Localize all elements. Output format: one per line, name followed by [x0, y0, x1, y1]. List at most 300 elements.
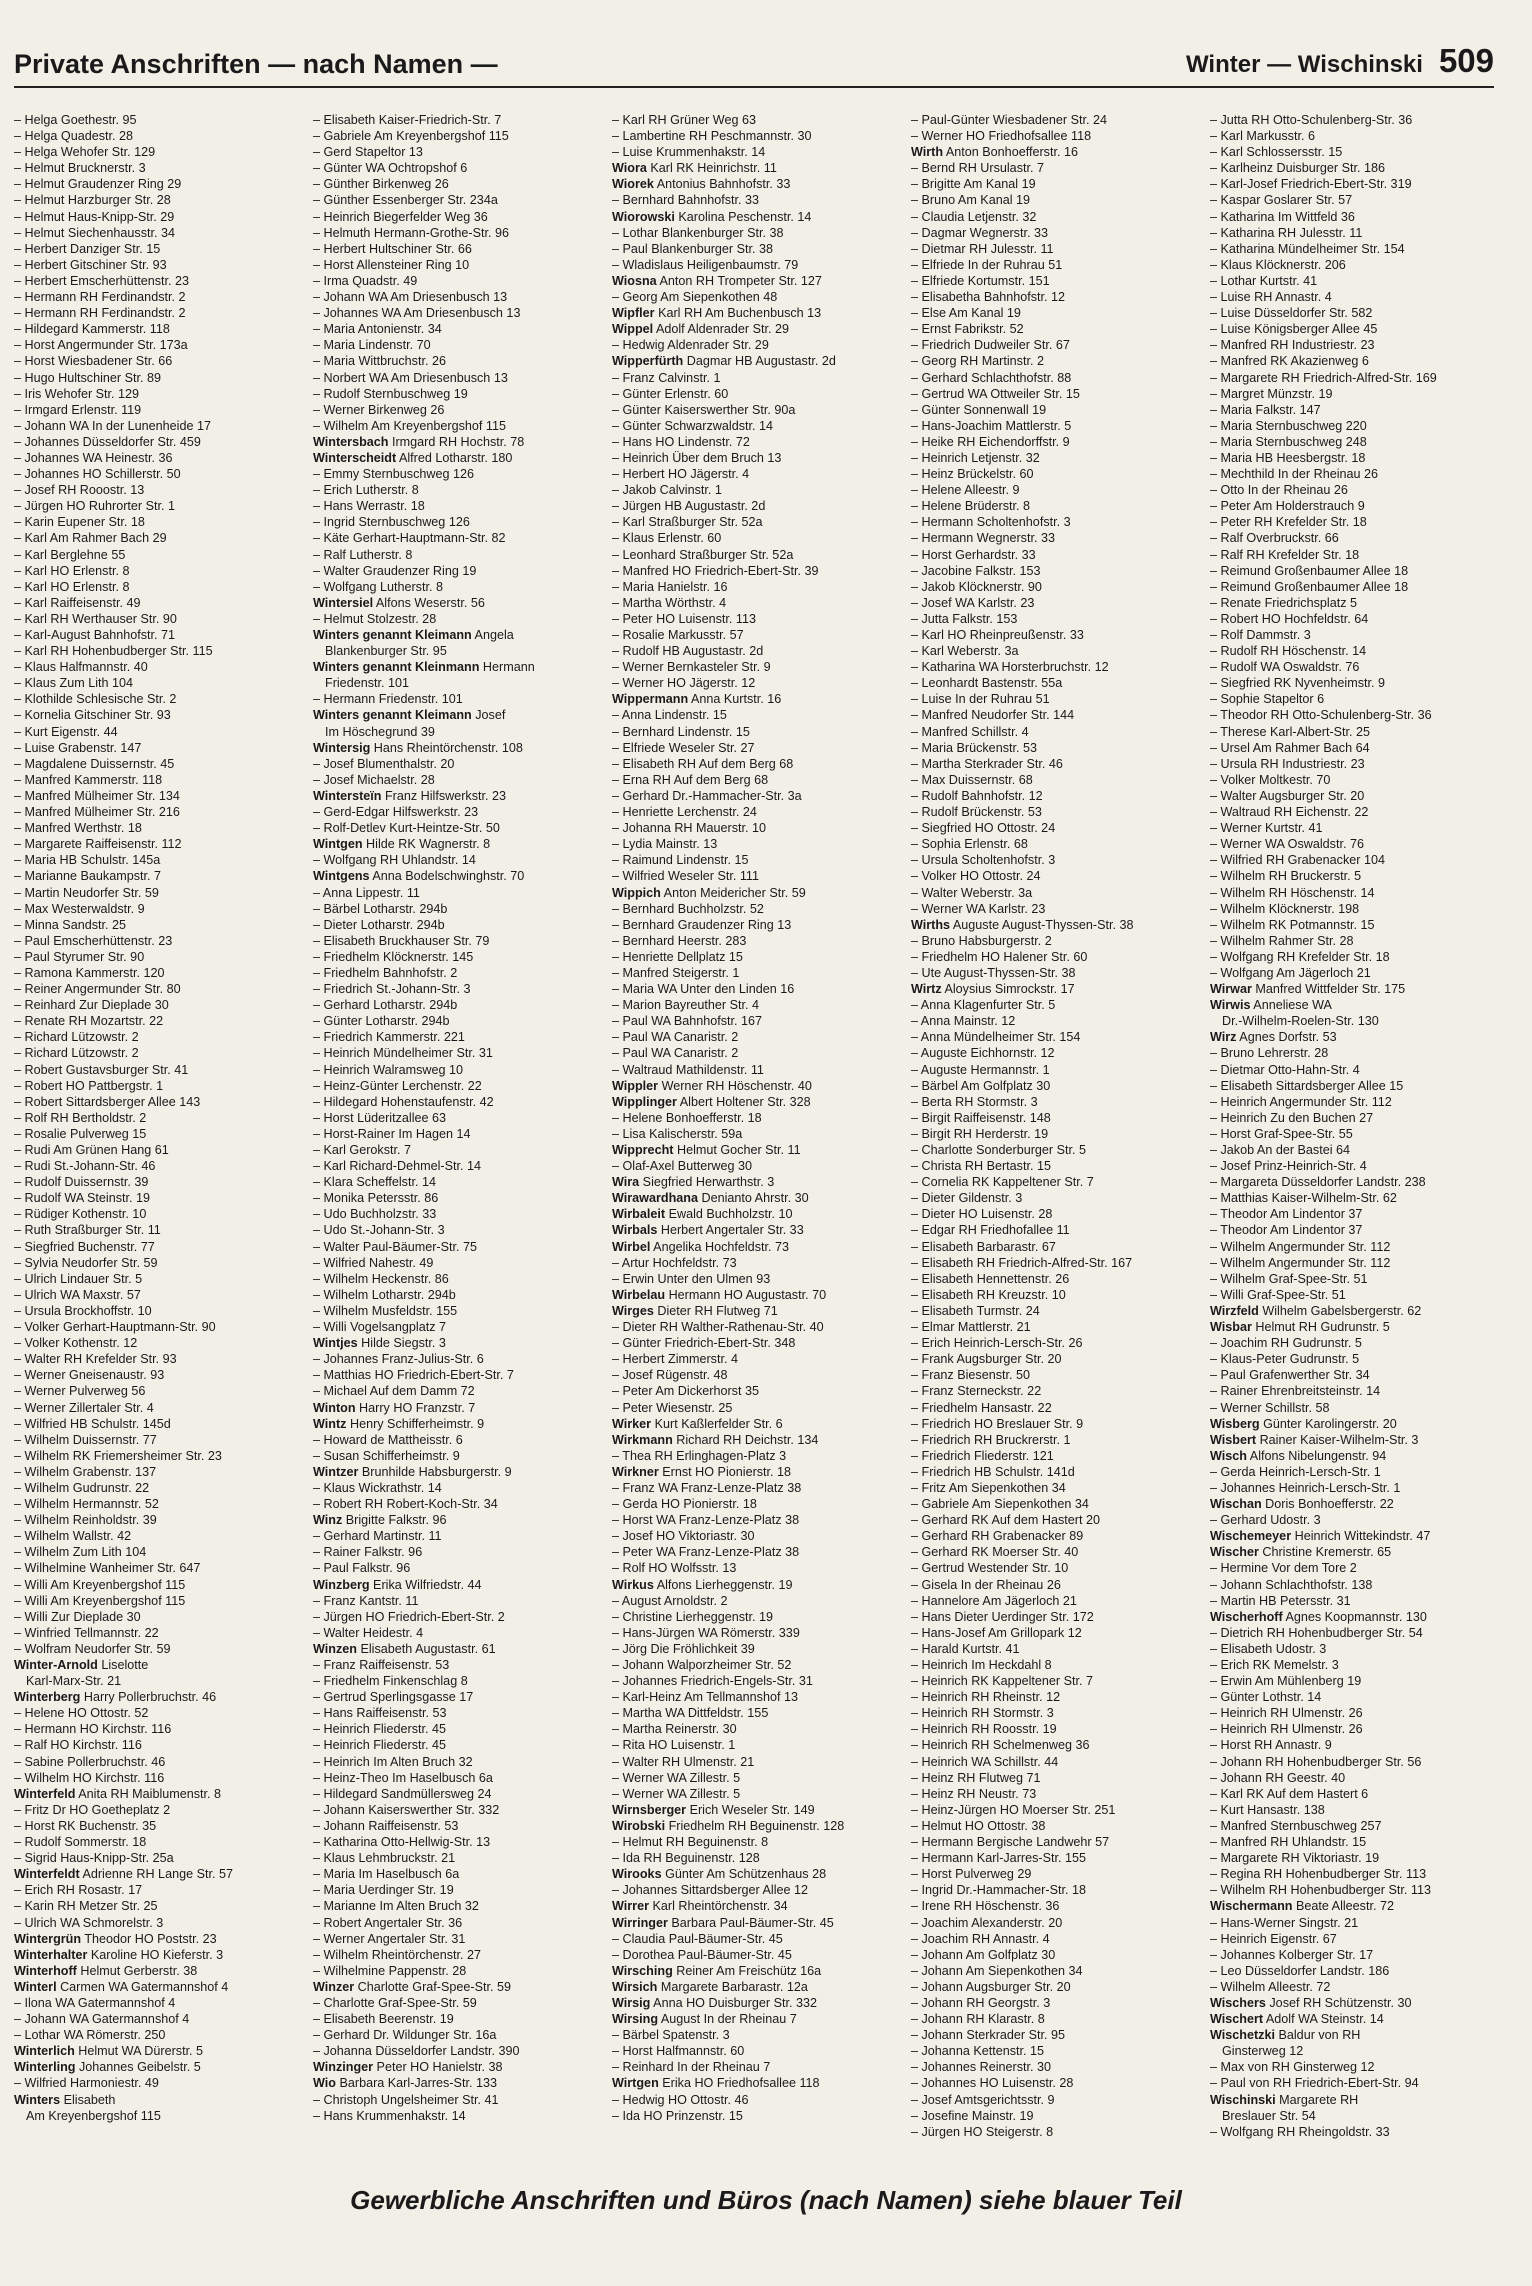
- directory-entry: – Wolfgang RH Uhlandstr. 14: [313, 853, 476, 868]
- directory-entry: Am Kreyenbergshof 115: [26, 2108, 161, 2123]
- directory-entry: – Bernhard Graudenzer Ring 13: [612, 917, 792, 932]
- directory-entry: – Manfred RH Uhlandstr. 15: [1210, 1835, 1367, 1850]
- directory-entry: – Bärbel Lotharstr. 294b: [313, 901, 448, 916]
- directory-entry: – Josef Michaelstr. 28: [313, 772, 435, 787]
- directory-entry: – Jacobine Falkstr. 153: [911, 563, 1041, 578]
- directory-entry: Wirooks Günter Am Schützenhaus 28: [612, 1867, 827, 1882]
- directory-entry: – Heinrich RH Ulmenstr. 26: [1210, 1722, 1363, 1737]
- directory-entry: – Reinhard In der Rheinau 7: [612, 2060, 771, 2075]
- directory-entry: – Matthias HO Friedrich-Ebert-Str. 7: [313, 1368, 514, 1383]
- directory-entry: – Werner Bernkasteler Str. 9: [612, 660, 771, 675]
- directory-entry: – Willi Vogelsangplatz 7: [313, 1320, 447, 1335]
- directory-entry: – Waltraud Mathildenstr. 11: [612, 1062, 764, 1077]
- surname: Winzen: [313, 1641, 357, 1656]
- directory-entry: – Rudi Am Grünen Hang 61: [14, 1143, 169, 1157]
- surname: Winterberg: [14, 1690, 81, 1705]
- directory-entry: – Elisabeth RH Auf dem Berg 68: [612, 756, 794, 771]
- directory-entry: – Wolfgang RH Krefelder Str. 18: [1210, 949, 1390, 964]
- directory-entry: – Karl Am Rahmer Bach 29: [14, 531, 167, 546]
- directory-entry: – Manfred RK Akazienweg 6: [1210, 354, 1369, 369]
- directory-entry: – Peter HO Luisenstr. 113: [612, 611, 756, 626]
- directory-entry: – Johannes Reinerstr. 30: [911, 2060, 1052, 2075]
- directory-entry: – Fritz Dr HO Goetheplatz 2: [14, 1802, 171, 1817]
- directory-entry: – Volker Gerhart-Hauptmann-Str. 90: [14, 1320, 216, 1335]
- surname: Wiorowski: [612, 209, 675, 224]
- directory-entry: Winterberg Harry Pollerbruchstr. 46: [14, 1690, 217, 1705]
- directory-entry: – Lisa Kalischerstr. 59a: [612, 1126, 743, 1141]
- directory-entry: – Iris Wehofer Str. 129: [14, 386, 140, 401]
- directory-entry: – Wilhelm Hermannstr. 52: [14, 1497, 159, 1512]
- directory-entry: – Reiner Angermunder Str. 80: [14, 982, 181, 997]
- directory-entry: – Siegfried RK Nyvenheimstr. 9: [1210, 676, 1385, 691]
- directory-entry: – Walter RH Krefelder Str. 93: [14, 1352, 177, 1367]
- directory-entry: – Hermann Friedenstr. 101: [313, 692, 463, 707]
- directory-entry: – Johannes Düsseldorfer Str. 459: [14, 434, 201, 449]
- directory-entry: – Richard Lützowstr. 2: [14, 1046, 139, 1061]
- directory-entry: Wirwar Manfred Wittfelder Str. 175: [1210, 982, 1406, 997]
- directory-entry: – Rudolf RH Höschenstr. 14: [1210, 644, 1367, 659]
- directory-entry: – Raimund Lindenstr. 15: [612, 853, 749, 868]
- directory-entry: – Maria WA Unter den Linden 16: [612, 982, 795, 997]
- directory-entry: – Erich Heinrich-Lersch-Str. 26: [911, 1336, 1083, 1351]
- directory-entry: – Rita HO Luisenstr. 1: [612, 1738, 736, 1753]
- directory-entry: – Michael Auf dem Damm 72: [313, 1384, 475, 1399]
- directory-entry: – Werner Gneisenaustr. 93: [14, 1368, 165, 1383]
- directory-entry: – Margarete RH Friedrich-Alfred-Str. 169: [1210, 370, 1437, 385]
- directory-entry: – Ulrich WA Maxstr. 57: [14, 1287, 141, 1302]
- surname: Wirsig: [612, 1995, 651, 2010]
- directory-entry: – Elfriede Kortumstr. 151: [911, 273, 1050, 288]
- directory-entry: – Wilhelm Lotharstr. 294b: [313, 1287, 456, 1302]
- directory-entry: Wintjes Hilde Siegstr. 3: [313, 1336, 446, 1351]
- directory-entry: – Elisabeth Sittardsberger Allee 15: [1210, 1078, 1404, 1093]
- directory-entry: – Sigrid Haus-Knipp-Str. 25a: [14, 1851, 174, 1866]
- directory-entry: – Horst Wiesbadener Str. 66: [14, 354, 173, 369]
- directory-entry: – Howard de Mattheisstr. 6: [313, 1432, 463, 1447]
- directory-entry: – Horst Graf-Spee-Str. 55: [1210, 1126, 1353, 1141]
- directory-entry: – Reimund Großenbaumer Allee 18: [1210, 563, 1409, 578]
- directory-entry: – Auguste Hermannstr. 1: [911, 1062, 1050, 1077]
- directory-entry: – Klaus Klöcknerstr. 206: [1210, 257, 1346, 272]
- directory-entry: – Karl Richard-Dehmel-Str. 14: [313, 1159, 481, 1174]
- directory-entry: – Norbert WA Am Driesenbusch 13: [313, 370, 508, 385]
- directory-entry: Wintersiel Alfons Weserstr. 56: [313, 595, 485, 610]
- surname: Wipplinger: [612, 1094, 677, 1109]
- directory-entry: Wirwis Anneliese WA: [1210, 998, 1332, 1013]
- directory-entry: – Peter Am Holderstrauch 9: [1210, 499, 1365, 514]
- surname: Wio: [313, 2076, 336, 2091]
- directory-entry: – Johann RH Georgstr. 3: [911, 1995, 1051, 2010]
- directory-entry: – Elisabeth RH Kreuzstr. 10: [911, 1287, 1066, 1302]
- directory-entry: – Dietrich RH Hohenbudberger Str. 54: [1210, 1625, 1423, 1640]
- directory-entry: Winterlich Helmut WA Dürerstr. 5: [14, 2044, 204, 2059]
- surname: Winters genannt Kleimann: [313, 628, 472, 642]
- directory-entry: – Rolf HO Wolfsstr. 13: [612, 1561, 737, 1576]
- directory-entry: – Wilhelm Angermunder Str. 112: [1210, 1255, 1391, 1270]
- directory-entry: – Klaus-Peter Gudrunstr. 5: [1210, 1352, 1360, 1367]
- directory-entry: – Helene HO Ottostr. 52: [14, 1706, 149, 1721]
- directory-entry: – Max Westerwaldstr. 9: [14, 901, 145, 916]
- directory-entry: – Walter Heidestr. 4: [313, 1625, 424, 1640]
- directory-entry: – Heinrich Zu den Buchen 27: [1210, 1110, 1374, 1125]
- surname: Wirker: [612, 1416, 652, 1431]
- directory-entry: – Udo St.-Johann-Str. 3: [313, 1223, 445, 1238]
- directory-entry: – Ralf HO Kirchstr. 116: [14, 1738, 142, 1753]
- directory-entry: – Herbert Gitschiner Str. 93: [14, 257, 167, 272]
- directory-entry: – Heinz RH Neustr. 73: [911, 1786, 1037, 1801]
- directory-entry: – Heinz-Jürgen HO Moerser Str. 251: [911, 1802, 1116, 1817]
- directory-entry: – Manfred Kammerstr. 118: [14, 772, 163, 787]
- directory-entry: – Heinrich Im Alten Bruch 32: [313, 1754, 473, 1769]
- directory-entry: – Luise Grabenstr. 147: [14, 740, 142, 755]
- directory-entry: – Wilhelm Grabenstr. 137: [14, 1464, 157, 1479]
- directory-entry: – Helene Alleestr. 9: [911, 483, 1020, 498]
- directory-entry: – Otto In der Rheinau 26: [1210, 483, 1348, 498]
- surname: Wipprecht: [612, 1143, 674, 1157]
- directory-entry: – Johann Schlachthofstr. 138: [1210, 1577, 1373, 1592]
- directory-entry: – Luise Düsseldorfer Str. 582: [1210, 306, 1373, 321]
- directory-entry: Wirbelau Hermann HO Augustastr. 70: [612, 1287, 827, 1302]
- directory-entry: – Franz Sterneckstr. 22: [911, 1384, 1042, 1399]
- directory-entry: – Gerda HO Pionierstr. 18: [612, 1497, 757, 1512]
- directory-entry: – Elisabeth Hennettenstr. 26: [911, 1271, 1070, 1286]
- directory-entry: – Dieter HO Luisenstr. 28: [911, 1207, 1053, 1222]
- surname: Wintersteïn: [313, 788, 382, 803]
- directory-entry: – Kurt Eigenstr. 44: [14, 724, 118, 739]
- directory-entry: – Elisabeth Beerenstr. 19: [313, 2012, 454, 2027]
- directory-entry: – Maria Uerdinger Str. 19: [313, 1883, 454, 1898]
- directory-entry: – Ingrid Sternbuschweg 126: [313, 515, 470, 530]
- directory-entry: – Maria Lindenstr. 70: [313, 338, 431, 353]
- surname: Wirkner: [612, 1464, 659, 1479]
- directory-entry: – Sylvia Neudorfer Str. 59: [14, 1255, 158, 1270]
- directory-entry: – Henriette Dellplatz 15: [612, 949, 743, 964]
- directory-entry: – Johann Sterkrader Str. 95: [911, 2028, 1066, 2043]
- directory-entry: – Klaus Erlenstr. 60: [612, 531, 722, 546]
- surname: Wischerhoff: [1210, 1609, 1283, 1624]
- directory-entry: – Gerd Stapeltor 13: [313, 145, 423, 160]
- directory-entry: – Bernhard Buchholzstr. 52: [612, 901, 764, 916]
- directory-entry: – Friedrich Fliederstr. 121: [911, 1448, 1054, 1463]
- directory-entry: – Wilhelm Klöcknerstr. 198: [1210, 901, 1360, 916]
- directory-entry: – Herbert Zimmerstr. 4: [612, 1352, 738, 1367]
- directory-entry: – Manfred RH Industriestr. 23: [1210, 338, 1375, 353]
- directory-entry: – Hermann Bergische Landwehr 57: [911, 1835, 1110, 1850]
- directory-entry: – Marianne Baukampstr. 7: [14, 869, 162, 884]
- directory-entry: – Wilhelm Alleestr. 72: [1210, 1979, 1331, 1994]
- directory-entry: – Helmut Siechenhausstr. 34: [14, 225, 176, 240]
- directory-entry: – Dieter Gildenstr. 3: [911, 1191, 1023, 1206]
- directory-entry: – Paul WA Canaristr. 2: [612, 1030, 739, 1045]
- directory-entry: – Winfried Tellmannstr. 22: [14, 1625, 159, 1640]
- directory-entry: – August Arnoldstr. 2: [612, 1593, 728, 1608]
- surname: Winterl: [14, 1979, 57, 1994]
- surname: Wirwar: [1210, 982, 1252, 997]
- directory-entry: Wirawardhana Denianto Ahrstr. 30: [612, 1191, 809, 1206]
- directory-entry: – Hermann HO Kirchstr. 116: [14, 1722, 172, 1737]
- directory-entry: – Elisabeth Turmstr. 24: [911, 1303, 1040, 1318]
- directory-entry: – Ursel Am Rahmer Bach 64: [1210, 740, 1370, 755]
- column-2: [313, 112, 612, 2177]
- directory-entry: – Heinrich Fliederstr. 45: [313, 1722, 446, 1737]
- directory-entry: Wintzer Brunhilde Habsburgerstr. 9: [313, 1464, 512, 1479]
- directory-entry: – Rudolf WA Oswaldstr. 76: [1210, 660, 1360, 675]
- directory-entry: – Gerd-Edgar Hilfswerkstr. 23: [313, 805, 479, 820]
- directory-entry: – Günter WA Ochtropshof 6: [313, 161, 468, 176]
- directory-entry: – Lambertine RH Peschmannstr. 30: [612, 129, 812, 144]
- directory-entry: – Heinrich RK Kappeltener Str. 7: [911, 1674, 1094, 1689]
- directory-entry: – Volker HO Ottostr. 24: [911, 869, 1041, 884]
- directory-entry: – Karl Straßburger Str. 52a: [612, 515, 763, 530]
- directory-entry: Wippermann Anna Kurtstr. 16: [612, 692, 782, 707]
- directory-entry: – Hannelore Am Jägerloch 21: [911, 1593, 1077, 1608]
- directory-entry: – Josef WA Karlstr. 23: [911, 595, 1035, 610]
- directory-entry: – Ida HO Prinzenstr. 15: [612, 2108, 743, 2123]
- directory-entry: – Berta RH Stormstr. 3: [911, 1094, 1038, 1109]
- surname: Wintzer: [313, 1464, 359, 1479]
- directory-entry: Wiorowski Karolina Peschenstr. 14: [612, 209, 812, 224]
- directory-entry: Wischinski Margarete RH: [1210, 2092, 1359, 2107]
- directory-entry: Winters genannt Kleimann Angela: [313, 628, 514, 642]
- directory-entry: – Heinrich Angermunder Str. 112: [1210, 1094, 1392, 1109]
- surname: Wirtgen: [612, 2076, 659, 2091]
- surname: Wintersiel: [313, 595, 374, 610]
- directory-entry: – Wilhelm Heckenstr. 86: [313, 1271, 449, 1286]
- directory-entry: – Hans-Werner Singstr. 21: [1210, 1915, 1359, 1930]
- directory-entry: – Christoph Ungelsheimer Str. 41: [313, 2092, 499, 2107]
- directory-entry: – Günter Kaiserswerther Str. 90a: [612, 402, 796, 417]
- directory-entry: – Friedrich Dudweiler Str. 67: [911, 338, 1070, 353]
- surname: Wintgen: [313, 837, 363, 852]
- directory-entry: – Friedrich RH Bruckrerstr. 1: [911, 1432, 1071, 1447]
- directory-entry: – Maria Antonienstr. 34: [313, 322, 442, 337]
- surname: Winzinger: [313, 2060, 374, 2075]
- surname: Winterhalter: [14, 1947, 88, 1962]
- directory-entry: – Werner Schillstr. 58: [1210, 1400, 1330, 1415]
- directory-entry: – Günter Sonnenwall 19: [911, 402, 1047, 417]
- directory-entry: – Susan Schifferheimstr. 9: [313, 1448, 460, 1463]
- directory-entry: – Wolfgang RH Rheingoldstr. 33: [1210, 2124, 1390, 2139]
- surname: Wirawardhana: [612, 1191, 698, 1206]
- directory-entry: – Renate RH Mozartstr. 22: [14, 1014, 164, 1029]
- directory-entry: Wirrer Karl Rheintörchenstr. 34: [612, 1899, 788, 1914]
- directory-entry: – Auguste Eichhornstr. 12: [911, 1046, 1055, 1061]
- directory-entry: – Robert HO Hochfeldstr. 64: [1210, 611, 1369, 626]
- surname: Wischemeyer: [1210, 1529, 1292, 1544]
- directory-entry: Dr.-Wilhelm-Roelen-Str. 130: [1222, 1014, 1379, 1029]
- directory-entry: – Georg Am Siepenkothen 48: [612, 290, 778, 305]
- directory-entry: – Emmy Sternbuschweg 126: [313, 467, 475, 482]
- directory-entry: – Johann WA In der Lunenheide 17: [14, 418, 211, 433]
- directory-entry: – Günter Erlenstr. 60: [612, 386, 729, 401]
- surname: Wirzfeld: [1210, 1303, 1259, 1318]
- directory-entry: – Klaus Zum Lith 104: [14, 676, 134, 691]
- directory-entry: – Helmuth Hermann-Grothe-Str. 96: [313, 225, 509, 240]
- directory-entry: – Heinrich Im Heckdahl 8: [911, 1658, 1052, 1672]
- surname: Wisbar: [1210, 1320, 1252, 1335]
- directory-entry: – Horst Angermunder Str. 173a: [14, 338, 188, 353]
- directory-entry: Wirtgen Erika HO Friedhofsallee 118: [612, 2076, 820, 2091]
- directory-entry: – Hermann Scholtenhofstr. 3: [911, 515, 1071, 530]
- directory-entry: – Ruth Straßburger Str. 11: [14, 1223, 161, 1238]
- directory-entry: – Jörg Die Fröhlichkeit 39: [612, 1641, 755, 1656]
- directory-entry: – Theodor RH Otto-Schulenberg-Str. 36: [1210, 708, 1432, 723]
- directory-entry: – Werner WA Karlstr. 23: [911, 901, 1046, 916]
- directory-entry: – Heinrich RH Roosstr. 19: [911, 1722, 1057, 1737]
- directory-entry: – Johannes HO Schillerstr. 50: [14, 467, 181, 482]
- surname: Winter-Arnold: [14, 1658, 98, 1672]
- directory-entry: – Robert Angertaler Str. 36: [313, 1915, 463, 1930]
- directory-entry: – Johannes WA Am Driesenbusch 13: [313, 306, 521, 321]
- directory-entry: – Rudolf Bahnhofstr. 12: [911, 788, 1043, 803]
- directory-entry: – Luise Krummenhakstr. 14: [612, 145, 766, 160]
- directory-entry: – Ilona WA Gatermannshof 4: [14, 1995, 176, 2010]
- surname: Wippich: [612, 885, 661, 900]
- directory-entry: – Johann RH Hohenbudberger Str. 56: [1210, 1754, 1422, 1769]
- surname: Winzer: [313, 1979, 355, 1994]
- directory-entry: – Hildegard Sandmüllersweg 24: [313, 1786, 492, 1801]
- surname: Wirringer: [612, 1915, 668, 1930]
- directory-entry: – Katharina WA Horsterbruchstr. 12: [911, 660, 1109, 675]
- directory-entry: – Max von RH Ginsterweg 12: [1210, 2060, 1375, 2075]
- directory-entry: – Elisabeth Udostr. 3: [1210, 1641, 1327, 1656]
- directory-entry: – Josef Rügenstr. 48: [612, 1368, 728, 1383]
- directory-entry: – Jakob Klöcknerstr. 90: [911, 579, 1042, 594]
- directory-entry: – Monika Petersstr. 86: [313, 1191, 439, 1206]
- directory-entry: – Gerhard RK Moerser Str. 40: [911, 1545, 1079, 1560]
- directory-entry: – Gisela In der Rheinau 26: [911, 1577, 1061, 1592]
- directory-entry: – Manfred Werthstr. 18: [14, 821, 142, 836]
- directory-entry: – Rosalie Pulverweg 15: [14, 1126, 147, 1141]
- directory-entry: – Johannes HO Luisenstr. 28: [911, 2076, 1074, 2091]
- directory-entry: – Karl-Heinz Am Tellmannshof 13: [612, 1690, 798, 1705]
- surname: Wintergrün: [14, 1931, 82, 1946]
- directory-entry: – Walter RH Ulmenstr. 21: [612, 1754, 755, 1769]
- directory-entry: Winterl Carmen WA Gatermannshof 4: [14, 1979, 229, 1994]
- directory-entry: – Maria HB Heesbergstr. 18: [1210, 450, 1366, 465]
- directory-columns: [14, 112, 1510, 2177]
- directory-entry: – Gerhard Dr.-Hammacher-Str. 3a: [612, 788, 802, 803]
- directory-entry: – Horst RK Buchenstr. 35: [14, 1818, 157, 1833]
- surname: Winterlich: [14, 2044, 75, 2059]
- surname: Wirkmann: [612, 1432, 673, 1447]
- directory-entry: – Paul WA Bahnhofstr. 167: [612, 1014, 763, 1029]
- directory-entry: – Wilfried Weseler Str. 111: [612, 869, 759, 884]
- directory-entry: – Gerhard Dr. Wildunger Str. 16a: [313, 2028, 497, 2043]
- directory-entry: – Elmar Mattlerstr. 21: [911, 1320, 1031, 1335]
- directory-entry: Winter-Arnold Liselotte: [14, 1658, 149, 1672]
- surname: Wischers: [1210, 1995, 1266, 2010]
- directory-entry: Wintz Henry Schifferheimstr. 9: [313, 1416, 485, 1431]
- directory-entry: – Franz Raiffeisenstr. 53: [313, 1658, 450, 1672]
- directory-entry: – Paul Emscherhüttenstr. 23: [14, 933, 173, 948]
- directory-entry: – Artur Hochfeldstr. 73: [612, 1255, 737, 1270]
- directory-entry: – Bernhard Heerstr. 283: [612, 933, 747, 948]
- directory-entry: – Joachim RH Annastr. 4: [911, 1931, 1050, 1946]
- directory-entry: Wisberg Günter Karolingerstr. 20: [1210, 1416, 1397, 1431]
- directory-entry: – Ramona Kammerstr. 120: [14, 965, 165, 980]
- surname: Winzberg: [313, 1577, 370, 1592]
- surname: Wirbel: [612, 1239, 651, 1254]
- page-range: [1186, 42, 1494, 80]
- surname: Wintgens: [313, 869, 370, 884]
- directory-entry: – Siegfried HO Ottostr. 24: [911, 821, 1056, 836]
- directory-entry: Wirges Dieter RH Flutweg 71: [612, 1303, 778, 1318]
- directory-entry: – Herbert Hultschiner Str. 66: [313, 241, 472, 256]
- directory-entry: – Josef RH Rooostr. 13: [14, 483, 145, 498]
- directory-entry: – Gertrud Westender Str. 10: [911, 1561, 1069, 1576]
- directory-entry: – Heinrich Letjenstr. 32: [911, 450, 1040, 465]
- directory-entry: – Wladislaus Heiligenbaumstr. 79: [612, 257, 799, 272]
- directory-entry: Wio Barbara Karl-Jarres-Str. 133: [313, 2076, 497, 2091]
- directory-entry: – Marion Bayreuther Str. 4: [612, 998, 759, 1013]
- directory-entry: – Gabriele Am Siepenkothen 34: [911, 1497, 1089, 1512]
- directory-entry: – Peter Wiesenstr. 25: [612, 1400, 733, 1415]
- surname: Winterfeld: [14, 1786, 76, 1801]
- directory-entry: – Franz Calvinstr. 1: [612, 370, 721, 385]
- directory-entry: – Friedrich HO Breslauer Str. 9: [911, 1416, 1084, 1431]
- directory-entry: – Bernd RH Ursulastr. 7: [911, 161, 1044, 176]
- directory-entry: – Erwin Unter den Ulmen 93: [612, 1271, 771, 1286]
- directory-entry: – Wilhelm Angermunder Str. 112: [1210, 1239, 1391, 1254]
- directory-entry: – Wilhelm Am Kreyenbergshof 115: [313, 418, 506, 433]
- directory-entry: – Bernhard Lindenstr. 15: [612, 724, 750, 739]
- directory-entry: Wirbals Herbert Angertaler Str. 33: [612, 1223, 804, 1238]
- directory-entry: – Johannes Friedrich-Engels-Str. 31: [612, 1674, 813, 1689]
- directory-entry: – Bruno Habsburgerstr. 2: [911, 933, 1052, 948]
- directory-entry: – Heinrich Mündelheimer Str. 31: [313, 1046, 493, 1061]
- directory-entry: – Helmut Graudenzer Ring 29: [14, 177, 182, 192]
- directory-entry: – Anna Mündelheimer Str. 154: [911, 1030, 1081, 1045]
- directory-entry: – Martha Wörthstr. 4: [612, 595, 727, 610]
- directory-entry: – Volker Kothenstr. 12: [14, 1336, 138, 1351]
- directory-entry: Winterscheidt Alfred Lotharstr. 180: [313, 450, 513, 465]
- surname: Wisch: [1210, 1448, 1247, 1463]
- directory-entry: – Helmut Brucknerstr. 3: [14, 161, 146, 176]
- surname: Wipfler: [612, 306, 655, 321]
- directory-entry: – Heinrich Fliederstr. 45: [313, 1738, 446, 1753]
- directory-entry: Winterhoff Helmut Gerberstr. 38: [14, 1963, 198, 1978]
- directory-entry: – Wilhelm Rheintörchenstr. 27: [313, 1947, 481, 1962]
- directory-entry: – Manfred Mülheimer Str. 216: [14, 805, 180, 820]
- directory-entry: – Sophie Stapeltor 6: [1210, 692, 1325, 707]
- directory-entry: – Helene Bonhoefferstr. 18: [612, 1110, 762, 1125]
- directory-entry: – Helmut HO Ottostr. 38: [911, 1818, 1046, 1833]
- directory-entry: – Rudolf Brückenstr. 53: [911, 805, 1042, 820]
- directory-entry: – Paul Styrumer Str. 90: [14, 949, 145, 964]
- directory-entry: – Hermann RH Ferdinandstr. 2: [14, 306, 186, 321]
- directory-entry: – Christine Lierheggenstr. 19: [612, 1609, 774, 1624]
- directory-entry: – Josefine Mainstr. 19: [911, 2108, 1034, 2123]
- directory-entry: – Charlotte Graf-Spee-Str. 59: [313, 1995, 477, 2010]
- directory-entry: – Hildegard Hohenstaufenstr. 42: [313, 1094, 494, 1109]
- directory-entry: – Georg RH Martinstr. 2: [911, 354, 1044, 369]
- directory-entry: – Friedrich Kammerstr. 221: [313, 1030, 465, 1045]
- directory-entry: – Karl Berglehne 55: [14, 547, 126, 562]
- directory-entry: – Johann Raiffeisenstr. 53: [313, 1818, 459, 1833]
- page-header: [14, 44, 1494, 88]
- directory-entry: – Henriette Lerchenstr. 24: [612, 805, 757, 820]
- directory-entry: – Maria Sternbuschweg 220: [1210, 418, 1367, 433]
- column-5: [1210, 112, 1509, 2177]
- directory-entry: – Hans Raiffeisenstr. 53: [313, 1706, 447, 1721]
- directory-entry: – Horst RH Annastr. 9: [1210, 1738, 1332, 1753]
- directory-entry: – Elisabeth Barbarastr. 67: [911, 1239, 1056, 1254]
- directory-entry: – Horst Allensteiner Ring 10: [313, 257, 470, 272]
- surname: Wirsching: [612, 1963, 673, 1978]
- directory-entry: – Helmut Harzburger Str. 28: [14, 193, 171, 208]
- directory-entry: – Margarete Raiffeisenstr. 112: [14, 837, 182, 852]
